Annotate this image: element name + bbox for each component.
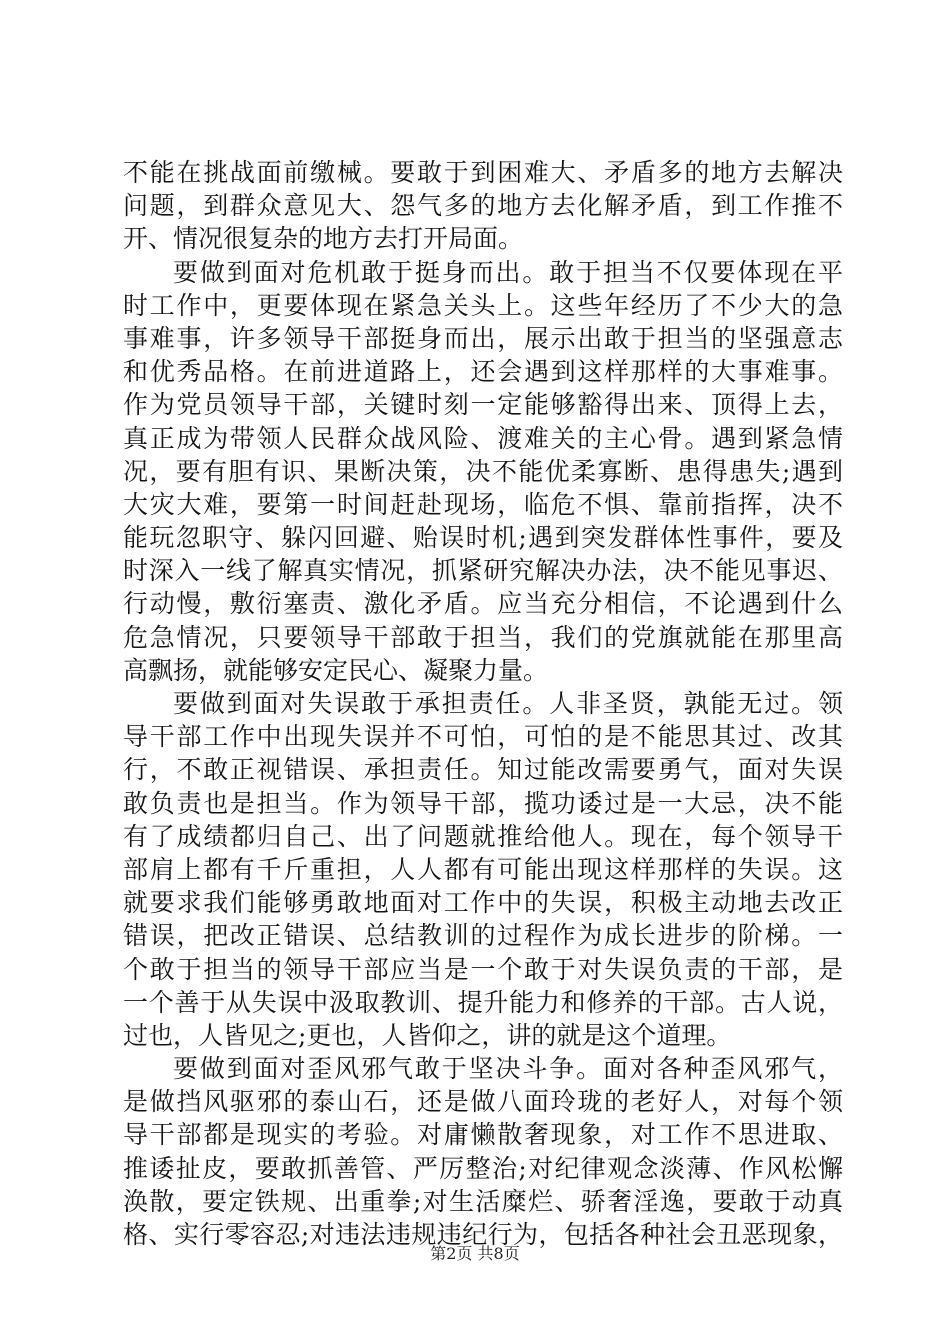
text-line: 错误，把改正错误、总结教训的过程作为成长进步的阶梯。一 [123, 921, 843, 951]
page-footer: 第2页 共8页 [430, 1244, 520, 1263]
text-line: 要做到面对危机敢于挺身而出。敢于担当不仅要体现在平 [173, 257, 843, 287]
text-line: 行，不敢正视错误、承担责任。知过能改需要勇气，面对失误 [123, 755, 843, 785]
text-line: 能玩忽职守、躲闪回避、贻误时机;遇到突发群体性事件，要及 [123, 523, 843, 553]
text-line: 危急情况，只要领导干部敢于担当，我们的党旗就能在那里高 [123, 622, 843, 652]
text-line: 况，要有胆有识、果断决策，决不能优柔寡断、患得患失;遇到 [123, 456, 843, 486]
text-line: 高飘扬，就能够安定民心、凝聚力量。 [123, 655, 549, 685]
text-line: 是做挡风驱邪的泰山石，还是做八面玲珑的老好人，对每个领 [123, 1087, 843, 1117]
text-line: 真正成为带领人民群众战风险、渡难关的主心骨。遇到紧急情 [123, 423, 843, 453]
text-line: 要做到面对歪风邪气敢于坚决斗争。面对各种歪风邪气， [173, 1054, 843, 1084]
text-line: 个敢于担当的领导干部应当是一个敢于对失误负责的干部，是 [123, 954, 843, 984]
text-line: 一个善于从失误中汲取教训、提升能力和修养的干部。古人说， [123, 987, 843, 1017]
text-line: 要做到面对失误敢于承担责任。人非圣贤，孰能无过。领 [173, 689, 843, 718]
text-line: 导干部工作中出现失误并不可怕，可怕的是不能思其过、改其 [123, 722, 843, 752]
text-line: 作为党员领导干部，关键时刻一定能够豁得出来、顶得上去， [123, 390, 843, 420]
text-line: 不能在挑战面前缴械。要敢于到困难大、矛盾多的地方去解决 [123, 158, 843, 187]
text-line: 部肩上都有千斤重担，人人都有可能出现这样那样的失误。这 [123, 854, 843, 884]
text-line: 开、情况很复杂的地方去打开局面。 [123, 224, 524, 254]
text-line: 敢负责也是担当。作为领导干部，揽功诿过是一大忌，决不能 [123, 788, 843, 818]
text-line: 时深入一线了解真实情况，抓紧研究解决办法，决不能见事迟、 [123, 556, 843, 586]
text-line: 时工作中，更要体现在紧急关头上。这些年经历了不少大的急 [123, 290, 843, 320]
text-line: 有了成绩都归自己、出了问题就推给他人。现在，每个领导干 [123, 821, 843, 851]
text-line: 大灾大难，要第一时间赶赴现场，临危不惧、靠前指挥，决不 [123, 489, 843, 519]
text-line: 涣散，要定铁规、出重拳;对生活糜烂、骄奢淫逸，要敢于动真 [123, 1186, 843, 1216]
text-line: 问题，到群众意见大、怨气多的地方去化解矛盾，到工作推不 [123, 191, 843, 221]
text-line: 导干部都是现实的考验。对庸懒散奢现象，对工作不思进取、 [123, 1120, 843, 1150]
text-line: 行动慢，敷衍塞责、激化矛盾。应当充分相信，不论遇到什么 [123, 589, 843, 619]
body-text [123, 156, 843, 1251]
text-line: 推诿扯皮，要敢抓善管、严厉整治;对纪律观念淡薄、作风松懈 [123, 1153, 843, 1183]
text-line: 过也，人皆见之;更也，人皆仰之，讲的就是这个道理。 [123, 1020, 732, 1050]
text-line: 事难事，许多领导干部挺身而出，展示出敢于担当的坚强意志 [123, 323, 843, 353]
text-line: 格、实行零容忍;对违法违规违纪行为，包括各种社会丑恶现象， [123, 1220, 843, 1249]
text-line: 就要求我们能够勇敢地面对工作中的失误，积极主动地去改正 [123, 888, 843, 918]
text-line: 和优秀品格。在前进道路上，还会遇到这样那样的大事难事。 [123, 357, 843, 387]
